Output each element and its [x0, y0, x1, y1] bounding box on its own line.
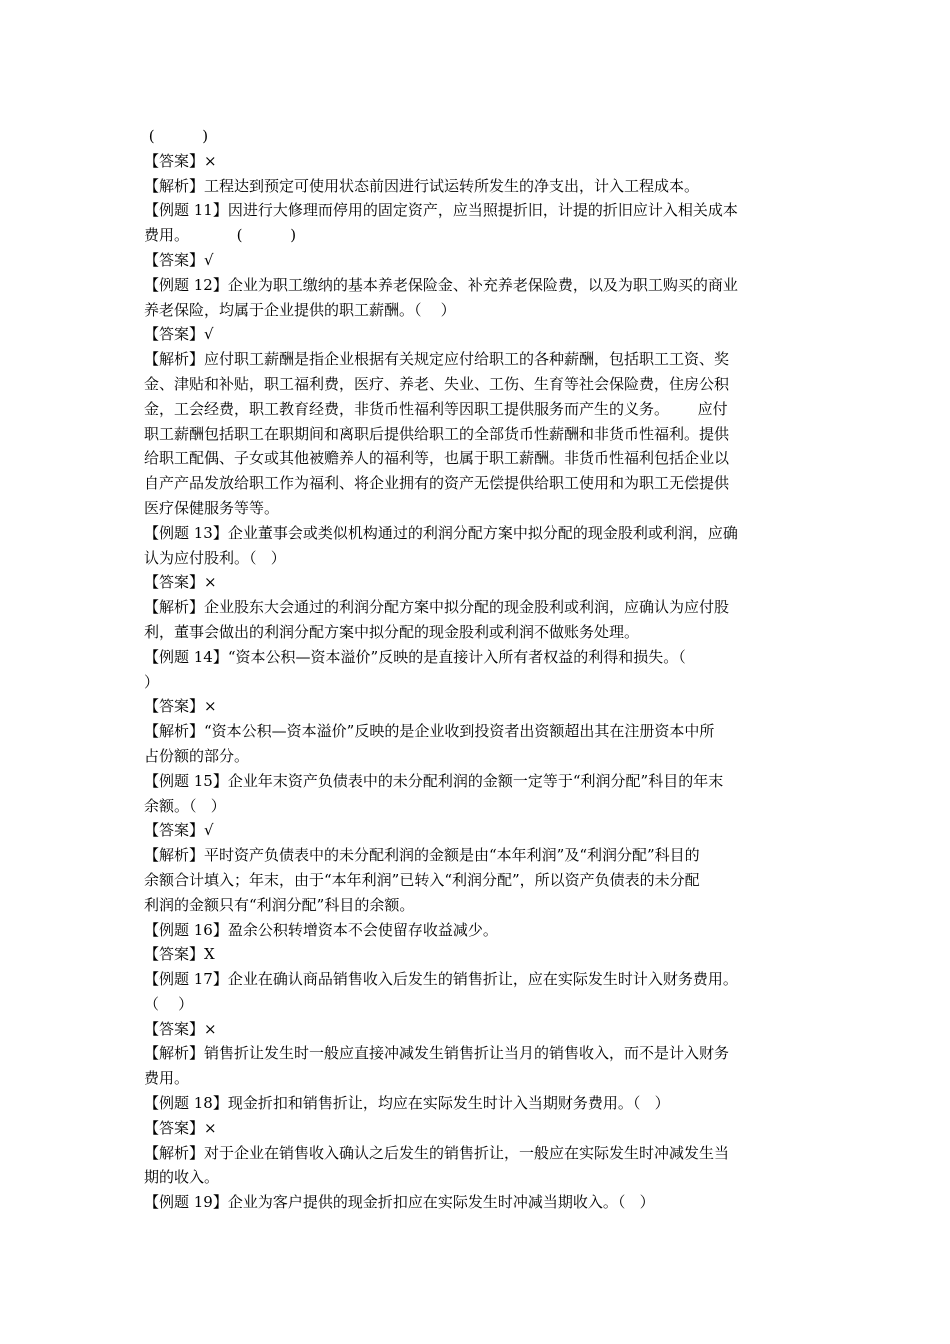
answer-line: 【答案】× [144, 1019, 217, 1038]
example-question-line: 【例题 18】现金折扣和销售折让，均应在实际发生时计入当期财务费用。（ ） [144, 1094, 670, 1113]
example-question-line: 【例题 13】企业董事会或类似机构通过的利润分配方案中拟分配的现金股利或利润，应确 [144, 523, 738, 542]
text-line: 费用。 [144, 1069, 190, 1088]
text-line: （ ） [144, 994, 194, 1013]
example-question-line: 【例题 14】“资本公积—资本溢价”反映的是直接计入所有者权益的利得和损失。（ [144, 647, 686, 666]
answer-line: 【答案】× [144, 151, 217, 170]
example-question-line: 【例题 12】企业为职工缴纳的基本养老保险金、补充养老保险费，以及为职工购买的商业 [144, 275, 738, 294]
analysis-line: 【解析】“资本公积—资本溢价”反映的是企业收到投资者出资额超出其在注册资本中所 [144, 722, 715, 741]
analysis-line: 【解析】对于企业在销售收入确认之后发生的销售折让，一般应在实际发生时冲减发生当 [144, 1143, 730, 1162]
analysis-line: 【解析】工程达到预定可使用状态前因进行试运转所发生的净支出，计入工程成本。 [144, 176, 700, 195]
text-line: 利润的金额只有“利润分配”科目的余额。 [144, 895, 415, 914]
text-line: 认为应付股利。（ ） [144, 548, 286, 567]
analysis-line: 【解析】平时资产负债表中的未分配利润的金额是由“本年利润”及“利润分配”科目的 [144, 846, 700, 865]
text-line: 给职工配偶、子女或其他被赡养人的福利等，也属于职工薪酬。非货币性福利包括企业以 [144, 449, 730, 468]
answer-line: 【答案】√ [144, 325, 214, 344]
text-line: ） [144, 672, 160, 691]
example-question-line: 【例题 11】因进行大修理而停用的固定资产，应当照提折旧，计提的折旧应计入相关成本 [144, 201, 738, 220]
text-line: 期的收入。 [144, 1168, 220, 1187]
example-question-line: 【例题 15】企业年末资产负债表中的未分配利润的金额一定等于“利润分配”科目的年末 [144, 771, 724, 790]
text-line: 医疗保健服务等等。 [144, 498, 280, 517]
text-line: ( ) [144, 127, 209, 145]
answer-line: 【答案】√ [144, 821, 214, 840]
example-question-line: 【例题 19】企业为客户提供的现金折扣应在实际发生时冲减当期收入。（ ） [144, 1193, 655, 1212]
analysis-line: 【解析】应付职工薪酬是指企业根据有关规定应付给职工的各种薪酬，包括职工工资、奖 [144, 350, 730, 369]
example-question-line: 【例题 16】盈余公积转增资本不会使留存收益减少。 [144, 920, 498, 939]
text-line: 占份额的部分。 [144, 746, 250, 765]
answer-line: 【答案】× [144, 697, 217, 716]
analysis-line: 【解析】销售折让发生时一般应直接冲减发生销售折让当月的销售收入，而不是计入财务 [144, 1044, 730, 1063]
analysis-line: 【解析】企业股东大会通过的利润分配方案中拟分配的现金股利或利润，应确认为应付股 [144, 598, 730, 617]
example-question-line: 【例题 17】企业在确认商品销售收入后发生的销售折让，应在实际发生时计入财务费用。 [144, 970, 738, 989]
document-body [144, 124, 810, 1215]
text-line: 余额合计填入；年末，由于“本年利润”已转入“利润分配”，所以资产负债表的未分配 [144, 870, 700, 889]
text-line: 自产产品发放给职工作为福利、将企业拥有的资产无偿提供给职工使用和为职工无偿提供 [144, 474, 730, 493]
text-line: 金，工会经费，职工教育经费，非货币性福利等因职工提供服务而产生的义务。 应付 [144, 399, 728, 418]
text-line: 利，董事会做出的利润分配方案中拟分配的现金股利或利润不做账务处理。 [144, 622, 640, 641]
answer-line: 【答案】X [144, 945, 215, 964]
answer-line: 【答案】√ [144, 250, 214, 269]
answer-line: 【答案】× [144, 573, 217, 592]
text-line: 费用。 ( ) [144, 226, 297, 245]
text-line: 养老保险，均属于企业提供的职工薪酬。（ ） [144, 300, 456, 319]
text-line: 职工薪酬包括职工在职期间和离职后提供给职工的全部货币性薪酬和非货币性福利。提供 [144, 424, 730, 443]
text-line: 金、津贴和补贴，职工福利费，医疗、养老、失业、工伤、生育等社会保险费，住房公积 [144, 374, 730, 393]
answer-line: 【答案】× [144, 1118, 217, 1137]
text-line: 余额。（ ） [144, 796, 226, 815]
